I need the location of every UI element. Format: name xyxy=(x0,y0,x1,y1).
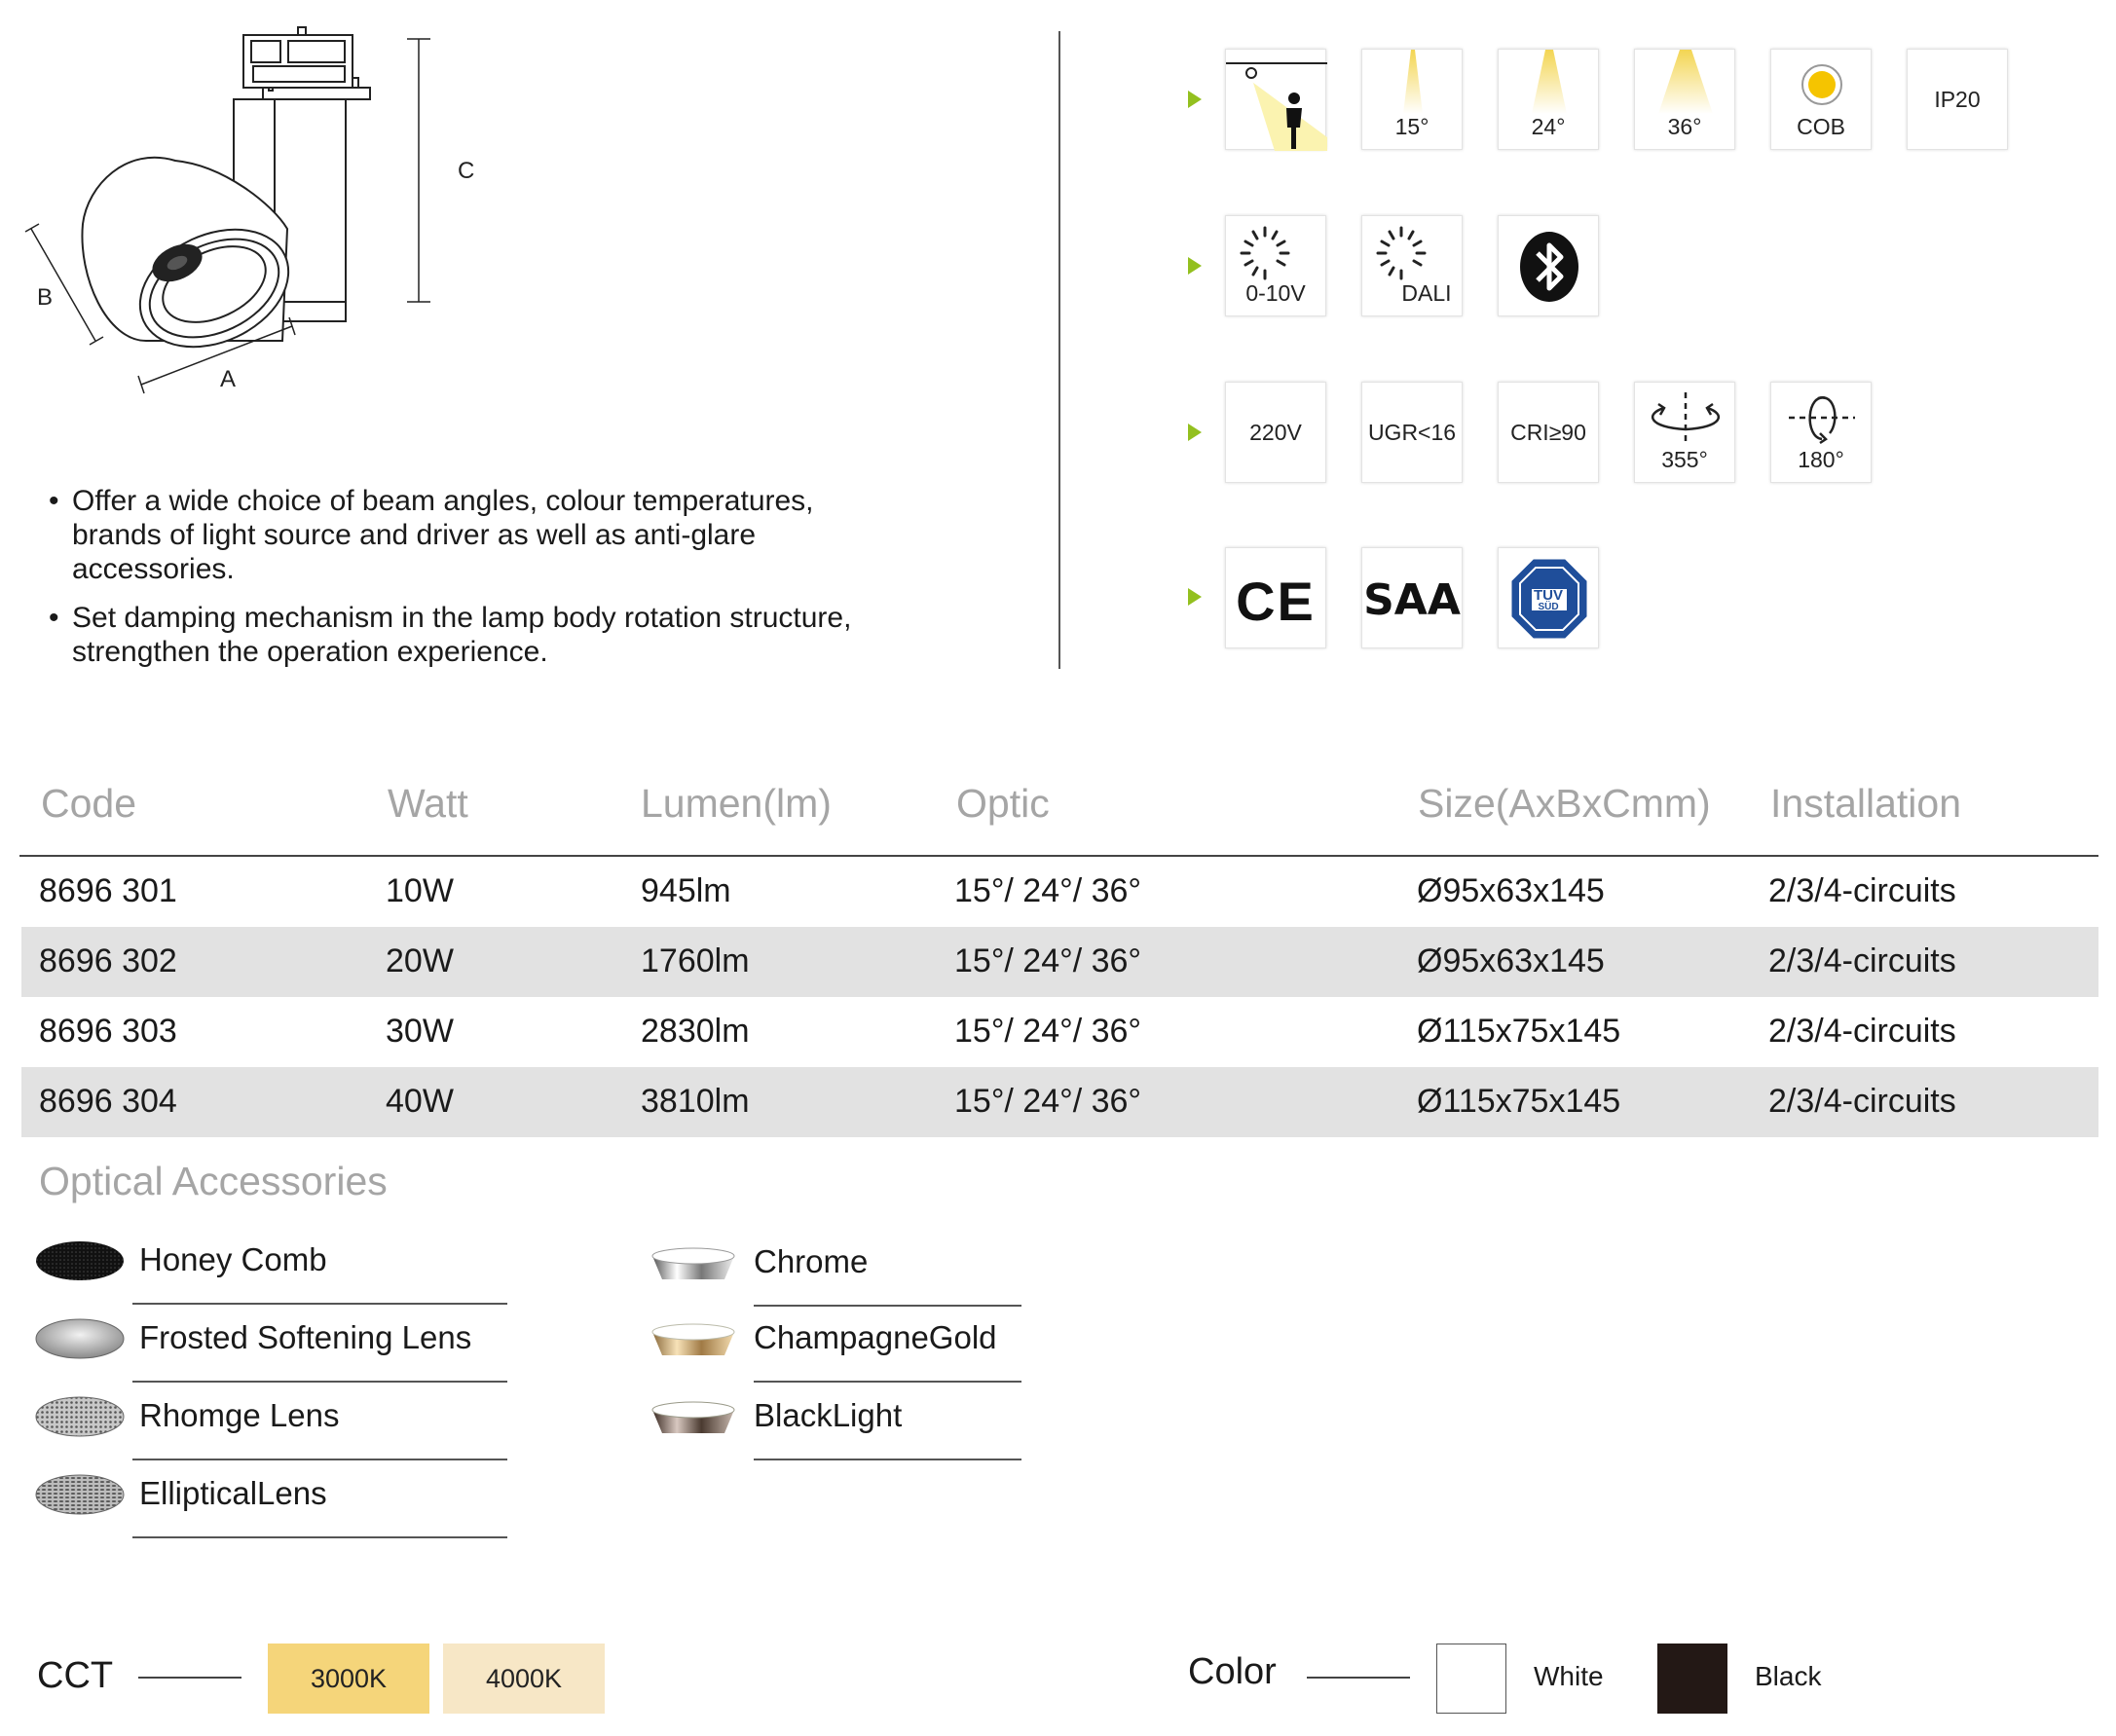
dim-b-label: B xyxy=(37,284,54,311)
cell-size: Ø115x75x145 xyxy=(1417,1013,1621,1050)
accessory-honeycomb xyxy=(35,1229,512,1307)
cell-watt: 20W xyxy=(386,942,454,979)
saa-mark-icon xyxy=(1361,547,1463,648)
dali-label: DALI xyxy=(1401,280,1452,306)
cell-installation: 2/3/4-circuits xyxy=(1768,1013,1956,1050)
cob-icon xyxy=(1770,49,1872,150)
cri-icon xyxy=(1498,382,1599,483)
cell-code: 8696 301 xyxy=(39,872,177,909)
accessory-chrome xyxy=(649,1231,1038,1309)
rotation-355-label: 355° xyxy=(1661,447,1708,472)
feature-1-line-3: accessories. xyxy=(72,553,235,585)
dim-c-label: C xyxy=(458,158,475,184)
ip20-icon xyxy=(1907,49,2008,150)
dimming-010v-label: 0-10V xyxy=(1245,280,1306,306)
beam-15-graphic xyxy=(1362,50,1464,118)
beam-36-label: 36° xyxy=(1667,114,1702,139)
accessory-blacklight xyxy=(649,1385,1038,1462)
horizontal-rotation-arrow-icon xyxy=(1635,383,1736,447)
spotlight-person-icon xyxy=(1225,49,1326,150)
voltage-icon xyxy=(1225,382,1326,483)
feature-text-2 xyxy=(72,601,851,669)
cct-connector-line xyxy=(138,1677,241,1679)
accessory-label: Chrome xyxy=(754,1243,869,1279)
track-light-line-drawing xyxy=(19,19,526,409)
dali-spinner-icon xyxy=(1372,222,1430,280)
dimming-010v-icon xyxy=(1225,215,1326,316)
dimming-spinner-icon xyxy=(1236,222,1294,280)
cct-swatch-3000k xyxy=(268,1644,429,1714)
beam-15-icon xyxy=(1361,49,1463,150)
voltage-label: 220V xyxy=(1249,420,1302,445)
cell-optic: 15°/ 24°/ 36° xyxy=(954,872,1142,909)
cell-optic: 15°/ 24°/ 36° xyxy=(954,942,1142,979)
accessory-champagne-gold xyxy=(649,1307,1038,1385)
dim-a-label: A xyxy=(220,366,237,392)
vertical-divider xyxy=(1058,31,1060,669)
accessory-label: EllipticalLens xyxy=(139,1475,327,1511)
accessory-label: Frosted Softening Lens xyxy=(139,1319,472,1355)
table-row xyxy=(21,927,2098,997)
cct-swatch-4000k xyxy=(443,1644,605,1714)
bluetooth-symbol xyxy=(1499,216,1600,317)
cell-code: 8696 304 xyxy=(39,1083,177,1120)
cell-code: 8696 303 xyxy=(39,1013,177,1050)
cell-installation: 2/3/4-circuits xyxy=(1768,872,1956,909)
color-black-label: Black xyxy=(1755,1661,1822,1691)
accessory-rule xyxy=(132,1459,507,1460)
tuv-sud-mark-icon xyxy=(1498,547,1599,648)
cell-installation: 2/3/4-circuits xyxy=(1768,942,1956,979)
rotation-180-label: 180° xyxy=(1798,447,1844,472)
champagne-gold-ring-thumbnail-icon xyxy=(649,1312,738,1365)
vertical-rotation-arrow-icon xyxy=(1771,383,1873,447)
blacklight-ring-thumbnail-icon xyxy=(649,1390,738,1443)
color-swatch-white xyxy=(1436,1644,1506,1714)
beam-36-icon xyxy=(1634,49,1735,150)
table-row xyxy=(21,1067,2098,1137)
cell-optic: 15°/ 24°/ 36° xyxy=(954,1013,1142,1050)
cct-4000k-label: 4000K xyxy=(485,1664,563,1693)
beam-24-label: 24° xyxy=(1531,114,1566,139)
cell-lumen: 2830lm xyxy=(641,1013,750,1050)
accessory-label: ChampagneGold xyxy=(754,1319,997,1355)
accessory-rhomge-lens xyxy=(35,1385,512,1462)
cell-installation: 2/3/4-circuits xyxy=(1768,1083,1956,1120)
beam-24-graphic xyxy=(1499,50,1600,118)
optical-accessories-title: Optical Accessories xyxy=(39,1159,388,1203)
cell-lumen: 3810lm xyxy=(641,1083,750,1120)
color-white-label: White xyxy=(1534,1661,1604,1691)
col-header-optic: Optic xyxy=(956,781,1050,826)
cob-label: COB xyxy=(1797,114,1845,139)
rotation-180-icon xyxy=(1770,382,1872,483)
cell-size: Ø115x75x145 xyxy=(1417,1083,1621,1120)
feature-bullet-1 xyxy=(49,484,814,586)
row-arrow-icon xyxy=(1188,424,1202,441)
tuv-text: TÜV xyxy=(1534,587,1563,604)
cell-lumen: 945lm xyxy=(641,872,731,909)
accessory-frosted-lens xyxy=(35,1307,512,1385)
feature-1-line-2: brands of light source and driver as well as anti-glare xyxy=(72,519,757,551)
cell-watt: 30W xyxy=(386,1013,454,1050)
table-row xyxy=(21,857,2098,927)
color-swatch-black xyxy=(1657,1644,1727,1714)
beam-15-label: 15° xyxy=(1394,114,1429,139)
accessory-rule xyxy=(754,1381,1021,1383)
cell-optic: 15°/ 24°/ 36° xyxy=(954,1083,1142,1120)
ip20-label: IP20 xyxy=(1934,87,1981,112)
table-row xyxy=(21,997,2098,1067)
cct-3000k-label: 3000K xyxy=(310,1664,388,1693)
accessory-rule xyxy=(754,1459,1021,1460)
elliptical-lens-thumbnail-icon xyxy=(35,1468,125,1521)
accessory-elliptical-lens xyxy=(35,1462,512,1540)
row-arrow-icon xyxy=(1188,91,1202,108)
rhomge-lens-thumbnail-icon xyxy=(35,1390,125,1443)
cell-watt: 10W xyxy=(386,872,454,909)
col-header-lumen: Lumen(lm) xyxy=(641,781,832,826)
beam-36-graphic xyxy=(1635,50,1736,118)
accessory-rule xyxy=(132,1303,507,1305)
col-header-code: Code xyxy=(41,781,137,826)
accessory-rule xyxy=(132,1381,507,1383)
accessory-label: Honey Comb xyxy=(139,1241,327,1277)
tuv-sud-text: SÜD xyxy=(1538,602,1559,612)
ce-mark-icon xyxy=(1225,547,1326,648)
row-arrow-icon xyxy=(1188,588,1202,606)
accessory-rule xyxy=(132,1536,507,1538)
cell-lumen: 1760lm xyxy=(641,942,750,979)
bluetooth-icon xyxy=(1498,215,1599,316)
dali-icon xyxy=(1361,215,1463,316)
bullet-dot: • xyxy=(49,602,59,634)
frosted-lens-thumbnail-icon xyxy=(35,1312,125,1365)
cct-label: CCT xyxy=(37,1655,114,1696)
chrome-ring-thumbnail-icon xyxy=(649,1237,738,1289)
cell-size: Ø95x63x145 xyxy=(1417,872,1605,909)
cri-label: CRI≥90 xyxy=(1510,420,1586,445)
beam-24-icon xyxy=(1498,49,1599,150)
cell-code: 8696 302 xyxy=(39,942,177,979)
feature-bullet-2 xyxy=(49,601,851,669)
ce-mark-text: CE xyxy=(1236,571,1316,632)
ugr-icon xyxy=(1361,382,1463,483)
col-header-size: Size(AxBxCmm) xyxy=(1418,781,1711,826)
spotlight-person-icon-graphic xyxy=(1226,50,1327,151)
bullet-dot: • xyxy=(49,485,59,517)
feature-text-1 xyxy=(72,484,814,586)
col-header-installation: Installation xyxy=(1770,781,1962,826)
feature-2-line-1: Set damping mechanism in the lamp body rotation structure, xyxy=(72,602,852,634)
honeycomb-thumbnail-icon xyxy=(35,1235,125,1287)
cell-size: Ø95x63x145 xyxy=(1417,942,1605,979)
accessory-label: Rhomge Lens xyxy=(139,1397,340,1433)
cob-chip-graphic xyxy=(1771,50,1873,108)
product-dimension-drawing xyxy=(19,19,526,409)
rotation-355-icon xyxy=(1634,382,1735,483)
saa-mark-text: SAA xyxy=(1363,575,1461,625)
color-label: Color xyxy=(1188,1651,1277,1692)
color-connector-line xyxy=(1307,1677,1410,1679)
ugr-label: UGR<16 xyxy=(1367,420,1457,445)
accessory-label: BlackLight xyxy=(754,1397,903,1433)
cell-watt: 40W xyxy=(386,1083,454,1120)
feature-2-line-2: strengthen the operation experience. xyxy=(72,636,548,668)
feature-1-line-1: Offer a wide choice of beam angles, colour temperatures, xyxy=(72,485,814,517)
col-header-watt: Watt xyxy=(388,781,468,826)
row-arrow-icon xyxy=(1188,257,1202,275)
